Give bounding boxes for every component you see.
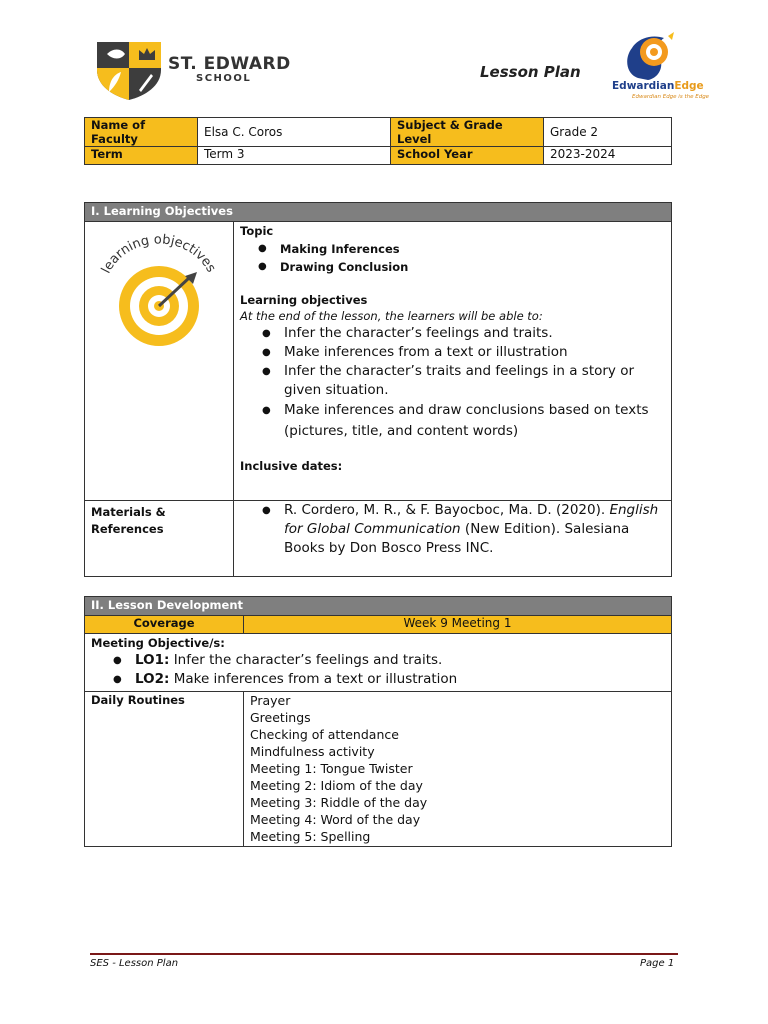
lo-item: ● Infer the character’s feelings and traits. xyxy=(284,324,665,343)
lo-intro: At the end of the lesson, the learners will be able to: xyxy=(240,309,543,323)
reference-list xyxy=(240,501,665,558)
edge-brand-b: Edge xyxy=(674,80,704,92)
meeting-lo-item xyxy=(135,651,665,670)
document-title: Lesson Plan xyxy=(480,63,581,81)
reference-authors: R. Cordero, M. R., & F. Bayocboc, Ma. D. (2020). xyxy=(284,502,606,518)
school-year-value: 2023-2024 xyxy=(544,147,672,165)
lo-item: ● Infer the character’s traits and feelings in a story or given situation. xyxy=(284,362,665,400)
subject-value: Grade 2 xyxy=(544,118,672,147)
meeting-lo-list xyxy=(91,651,665,689)
faculty-value: Elsa C. Coros xyxy=(198,118,391,147)
daily-routines-label: Daily Routines xyxy=(85,692,244,847)
reference-item xyxy=(284,501,665,558)
edge-tagline: Edwardian Edge is the Edge xyxy=(632,94,710,100)
term-value: Term 3 xyxy=(198,147,391,165)
lo-list xyxy=(240,324,665,442)
arc-text-path: learning objectives xyxy=(98,232,219,277)
footer-left-text: SES - Lesson Plan xyxy=(90,958,179,969)
lo2-text: Make inferences from a text or illustration xyxy=(173,671,458,687)
daily-routines-cell xyxy=(244,692,672,847)
faculty-label: Name of Faculty xyxy=(85,118,198,147)
routine-item: Meeting 3: Riddle of the day xyxy=(250,795,428,810)
school-name: ST. EDWARD xyxy=(168,54,291,74)
inclusive-dates-label: Inclusive dates: xyxy=(240,459,343,473)
lesson-development-table xyxy=(84,596,672,847)
lo-item: ● Make inferences and draw conclusions based on texts (pictures, title, and content words) xyxy=(284,400,665,442)
meeting-objectives-cell xyxy=(85,634,672,692)
learning-objectives-table xyxy=(84,202,672,577)
edwardian-edge-logo xyxy=(608,28,700,104)
subject-label: Subject & Grade Level xyxy=(391,118,544,147)
edge-brand-a: Edwardian xyxy=(612,80,675,92)
development-heading: II. Lesson Development xyxy=(85,597,672,616)
edge-brand-text xyxy=(612,80,704,92)
school-year-label: School Year xyxy=(391,147,544,165)
coverage-value: Week 9 Meeting 1 xyxy=(244,616,672,634)
coverage-label: Coverage xyxy=(85,616,244,634)
lo-item: ● Make inferences from a text or illustration xyxy=(284,343,665,362)
target-icon xyxy=(89,226,229,351)
topic-item: ● Making Inferences xyxy=(280,240,665,258)
routine-item: Greetings xyxy=(250,710,311,725)
reference-rest: (New Edition). Salesiana Books by Don Bosco Press INC. xyxy=(284,521,630,556)
topic-label: Topic xyxy=(240,224,274,238)
routine-item: Meeting 1: Tongue Twister xyxy=(250,761,413,776)
topic-item: ● Drawing Conclusion xyxy=(280,258,665,276)
routine-item: Meeting 5: Spelling xyxy=(250,829,371,844)
materials-cell xyxy=(234,501,672,577)
objectives-heading: I. Learning Objectives xyxy=(85,203,672,222)
meeting-objectives-label: Meeting Objective/s: xyxy=(91,636,225,650)
routine-item: Prayer xyxy=(250,693,291,708)
materials-label: Materials & References xyxy=(85,501,234,577)
routine-item: Mindfulness activity xyxy=(250,744,375,759)
reference-title: English for Global Communication xyxy=(284,502,659,537)
objectives-content-cell xyxy=(234,222,672,501)
routine-item: Checking of attendance xyxy=(250,727,399,742)
lo1-tag: LO1: xyxy=(135,652,170,668)
lo2-tag: LO2: xyxy=(135,671,170,687)
objectives-image-cell xyxy=(85,222,234,501)
routine-item: Meeting 2: Idiom of the day xyxy=(250,778,423,793)
footer-rule xyxy=(90,953,678,955)
routine-item: Meeting 4: Word of the day xyxy=(250,812,421,827)
topic-list xyxy=(240,240,665,276)
meeting-lo-item xyxy=(135,670,665,689)
school-subtitle: SCHOOL xyxy=(196,73,252,84)
page-number: Page 1 xyxy=(640,958,675,969)
faculty-info-table xyxy=(84,117,672,165)
lo-label: Learning objectives xyxy=(240,293,368,307)
term-label: Term xyxy=(85,147,198,165)
lo1-text: Infer the character’s feelings and traits. xyxy=(173,652,443,668)
